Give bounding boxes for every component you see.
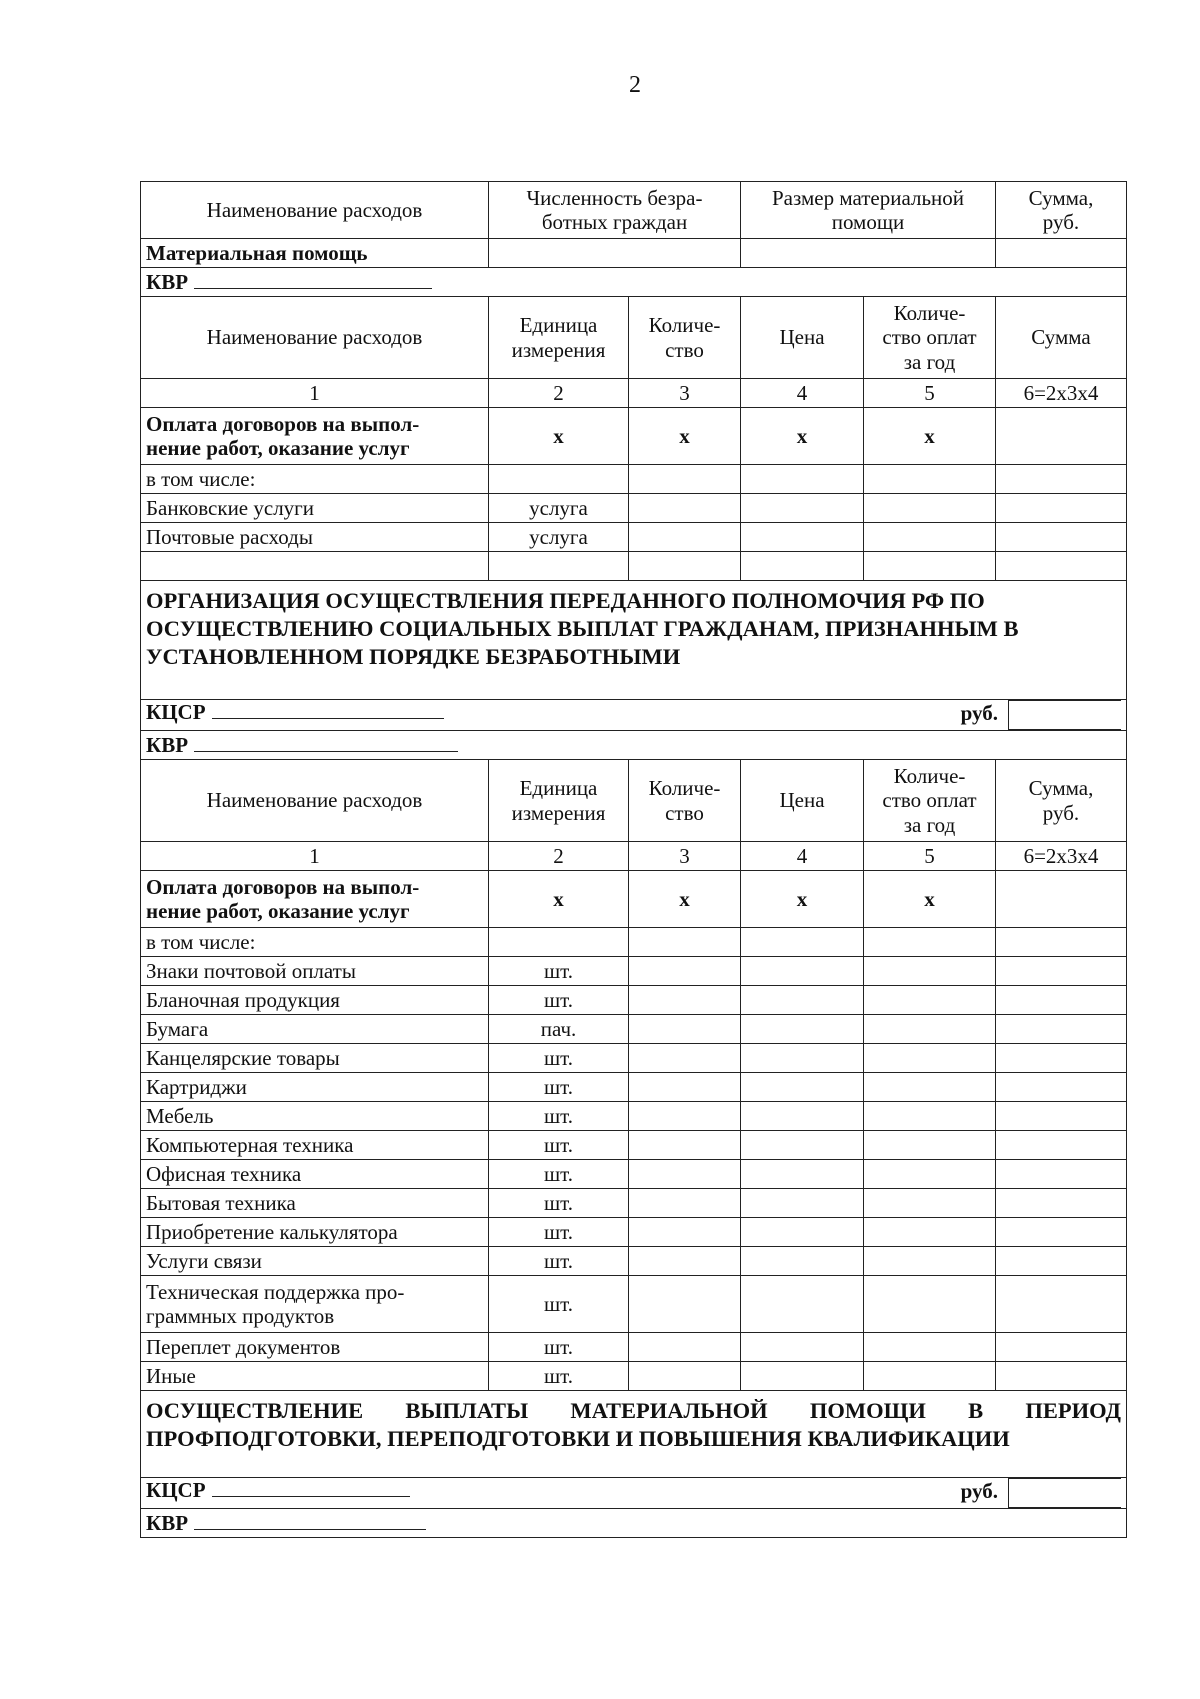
empty-cell[interactable] [629,957,741,986]
row-name: Переплет документов [141,1333,489,1362]
col-number: 3 [629,379,741,408]
col-number: 2 [489,379,629,408]
block2-header-qty: Количе- ство [629,297,741,379]
row-unit: шт. [489,1333,629,1362]
block3-header-unit: Единица измерения [489,760,629,842]
empty-cell[interactable] [864,1160,996,1189]
empty-cell[interactable] [741,1333,864,1362]
empty-cell[interactable] [864,1247,996,1276]
row-name: Приобретение калькулятора [141,1218,489,1247]
empty-cell[interactable] [629,1276,741,1333]
block3-including-row [141,928,1127,957]
section2-kcsr-row [141,700,1127,731]
empty-cell[interactable] [996,1131,1127,1160]
block3-header-row [141,760,1127,842]
table-row [141,1362,1127,1391]
table-row [141,1073,1127,1102]
empty-cell[interactable] [864,1218,996,1247]
table-row [141,986,1127,1015]
table-row [141,1131,1127,1160]
block2-header-price: Цена [741,297,864,379]
kvr-field-1[interactable]: КВР [141,268,1127,297]
empty-cell[interactable] [741,1247,864,1276]
row-name: Бумага [141,1015,489,1044]
empty-cell[interactable] [864,1015,996,1044]
header-sum-rub: Сумма, руб. [996,182,1127,239]
empty-cell[interactable] [629,1160,741,1189]
empty-cell[interactable] [741,465,864,494]
rub-label: руб. [960,700,998,725]
row-unit: услуга [489,494,629,523]
x-mark: x [741,871,864,928]
block3-contracts-row [141,871,1127,928]
empty-cell[interactable] [741,928,864,957]
block3-header-name: Наименование расходов [141,760,489,842]
empty-cell[interactable] [741,1073,864,1102]
row-name: Почтовые расходы [141,523,489,552]
block1-header-row [141,182,1127,239]
row-name: Знаки почтовой оплаты [141,957,489,986]
empty-cell[interactable] [864,957,996,986]
row-name: Услуги связи [141,1247,489,1276]
empty-cell[interactable] [741,1189,864,1218]
section3-title-row [141,1391,1127,1478]
empty-cell[interactable] [864,494,996,523]
block2-header-payments: Количе- ство оплат за год [864,297,996,379]
col-number: 5 [864,842,996,871]
empty-cell[interactable] [629,1362,741,1391]
empty-cell[interactable] [996,1015,1127,1044]
x-mark: x [629,408,741,465]
row-name: Мебель [141,1102,489,1131]
block3-contracts-label: Оплата договоров на выпол- нение работ, оказание услуг [141,871,489,928]
material-help-label: Материальная помощь [141,239,489,268]
empty-cell[interactable] [996,957,1127,986]
block3-header-payments: Количе- ство оплат за год [864,760,996,842]
empty-cell[interactable] [629,986,741,1015]
block3-header-qty: Количе- ство [629,760,741,842]
col-number: 3 [629,842,741,871]
empty-cell[interactable] [864,986,996,1015]
empty-cell[interactable] [741,523,864,552]
table-row [141,523,1127,552]
empty-cell[interactable] [996,1276,1127,1333]
empty-cell[interactable] [864,1276,996,1333]
empty-cell[interactable] [629,1218,741,1247]
empty-cell[interactable] [741,1276,864,1333]
block2-header-row [141,297,1127,379]
row-unit: шт. [489,986,629,1015]
material-help-count-cell[interactable] [489,239,741,268]
empty-cell[interactable] [741,1218,864,1247]
col-number: 4 [741,379,864,408]
empty-cell[interactable] [741,1044,864,1073]
empty-cell[interactable] [996,1160,1127,1189]
row-unit: шт. [489,1131,629,1160]
empty-cell[interactable] [996,1247,1127,1276]
block2-contracts-row [141,408,1127,465]
empty-cell[interactable] [996,523,1127,552]
col-number: 5 [864,379,996,408]
section3-kcsr-row [141,1478,1127,1509]
empty-cell[interactable] [864,552,996,581]
empty-cell[interactable] [489,552,629,581]
empty-cell[interactable] [996,552,1127,581]
empty-cell[interactable] [629,552,741,581]
table-row [141,1189,1127,1218]
empty-cell[interactable] [741,1160,864,1189]
empty-cell[interactable] [629,494,741,523]
section2-title: ОРГАНИЗАЦИЯ ОСУЩЕСТВЛЕНИЯ ПЕРЕДАННОГО ПОЛНОМОЧИЯ РФ ПО ОСУЩЕСТВЛЕНИЮ СОЦИАЛЬНЫХ ВЫПЛАТ ГРАЖДАНАМ, ПРИЗНАННЫМ В УСТАНОВЛЕННОМ ПОРЯДКЕ БЕЗРАБОТНЫМИ [141,581,1127,700]
empty-cell[interactable] [629,1015,741,1044]
x-mark: x [489,871,629,928]
row-name: Компьютерная техника [141,1131,489,1160]
block2-contracts-label: Оплата договоров на выпол- нение работ, оказание услуг [141,408,489,465]
row-unit: шт. [489,1044,629,1073]
row-name: Бланочная продукция [141,986,489,1015]
row-name: Иные [141,1362,489,1391]
block2-col-numbers-row [141,379,1127,408]
rub-amount-box[interactable] [1008,1478,1121,1508]
empty-cell[interactable] [629,1073,741,1102]
empty-cell[interactable] [741,1131,864,1160]
row-unit: шт. [489,1102,629,1131]
row-unit: шт. [489,1160,629,1189]
block2-contracts-sum-cell[interactable] [996,408,1127,465]
empty-cell[interactable] [996,1218,1127,1247]
x-mark: x [629,871,741,928]
col-number: 4 [741,842,864,871]
row-unit: шт. [489,1073,629,1102]
row-name: Канцелярские товары [141,1044,489,1073]
block3-col-numbers-row [141,842,1127,871]
empty-cell[interactable] [629,1189,741,1218]
rub-label: руб. [960,1478,998,1503]
row-name: Бытовая техника [141,1189,489,1218]
block3-including-label: в том числе: [141,928,489,957]
table-row-empty [141,552,1127,581]
empty-cell[interactable] [629,1102,741,1131]
x-mark: x [741,408,864,465]
col-number: 1 [141,842,489,871]
empty-cell[interactable] [629,928,741,957]
empty-cell[interactable] [996,928,1127,957]
empty-cell[interactable] [864,1044,996,1073]
section3-kcsr-field[interactable]: КЦСР руб. [141,1478,1127,1509]
x-mark: x [489,408,629,465]
expenses-form-table [140,181,1127,1538]
row-name: Техническая поддержка про- граммных продуктов [141,1276,489,1333]
table-row [141,1160,1127,1189]
block3-contracts-sum-cell[interactable] [996,871,1127,928]
empty-cell[interactable] [141,552,489,581]
block2-header-unit: Единица измерения [489,297,629,379]
col-number: 2 [489,842,629,871]
empty-cell[interactable] [864,1333,996,1362]
empty-cell[interactable] [741,1362,864,1391]
table-row [141,1015,1127,1044]
x-mark: x [864,871,996,928]
row-name: Банковские услуги [141,494,489,523]
empty-cell[interactable] [996,986,1127,1015]
block2-header-sum: Сумма [996,297,1127,379]
empty-cell[interactable] [996,1102,1127,1131]
empty-cell[interactable] [864,523,996,552]
empty-cell[interactable] [864,1073,996,1102]
row-unit: шт. [489,957,629,986]
empty-cell[interactable] [996,494,1127,523]
empty-cell[interactable] [864,1189,996,1218]
row-unit: шт. [489,1362,629,1391]
empty-cell[interactable] [996,1333,1127,1362]
header-name: Наименование расходов [141,182,489,239]
empty-cell[interactable] [996,465,1127,494]
row-unit: шт. [489,1189,629,1218]
section2-kvr-row [141,731,1127,760]
col-number: 6=2x3x4 [996,842,1127,871]
block2-including-label: в том числе: [141,465,489,494]
table-row [141,1276,1127,1333]
row-name: Офисная техника [141,1160,489,1189]
section2-title-row [141,581,1127,700]
table-row [141,1044,1127,1073]
material-help-sum-cell[interactable] [996,239,1127,268]
empty-cell[interactable] [996,1073,1127,1102]
empty-cell[interactable] [741,494,864,523]
empty-cell[interactable] [741,1102,864,1131]
block3-header-price: Цена [741,760,864,842]
col-number: 1 [141,379,489,408]
block3-header-sum: Сумма, руб. [996,760,1127,842]
section2-kvr-field[interactable]: КВР [141,731,1127,760]
section3-kvr-row [141,1509,1127,1538]
block2-header-name: Наименование расходов [141,297,489,379]
empty-cell[interactable] [741,1015,864,1044]
header-unemployed-count: Численность безра- ботных граждан [489,182,741,239]
empty-cell[interactable] [741,986,864,1015]
empty-cell[interactable] [864,928,996,957]
empty-cell[interactable] [629,1131,741,1160]
table-row [141,1333,1127,1362]
empty-cell[interactable] [489,928,629,957]
table-row [141,494,1127,523]
empty-cell[interactable] [996,1044,1127,1073]
kvr-row-1 [141,268,1127,297]
empty-cell[interactable] [629,523,741,552]
section3-title: ОСУЩЕСТВЛЕНИЕ ВЫПЛАТЫ МАТЕРИАЛЬНОЙ ПОМОЩИ В ПЕРИОД ПРОФПОДГОТОВКИ, ПЕРЕПОДГОТОВКИ И ПОВЫШЕНИЯ КВАЛИФИКАЦИИ [141,1391,1127,1478]
col-number: 6=2x3x4 [996,379,1127,408]
empty-cell[interactable] [996,1362,1127,1391]
empty-cell[interactable] [996,1189,1127,1218]
header-help-size: Размер материальной помощи [741,182,996,239]
row-unit: шт. [489,1218,629,1247]
block3-item-rows [141,957,1127,1391]
empty-cell[interactable] [629,1044,741,1073]
rub-amount-box[interactable] [1008,700,1121,730]
section3-kvr-field[interactable]: КВР [141,1509,1127,1538]
empty-cell[interactable] [864,465,996,494]
material-help-size-cell[interactable] [741,239,996,268]
empty-cell[interactable] [629,1333,741,1362]
row-name: Картриджи [141,1073,489,1102]
empty-cell[interactable] [864,1131,996,1160]
table-row [141,957,1127,986]
empty-cell[interactable] [629,465,741,494]
table-row [141,1247,1127,1276]
empty-cell[interactable] [741,957,864,986]
block2-including-row [141,465,1127,494]
section2-kcsr-field[interactable]: КЦСР руб. [141,700,1127,731]
page-number: 2 [629,72,641,98]
empty-cell[interactable] [864,1362,996,1391]
table-row [141,1102,1127,1131]
x-mark: x [864,408,996,465]
empty-cell[interactable] [629,1247,741,1276]
material-help-row [141,239,1127,268]
row-unit: шт. [489,1247,629,1276]
empty-cell[interactable] [741,552,864,581]
empty-cell[interactable] [489,465,629,494]
table-row [141,1218,1127,1247]
row-unit: пач. [489,1015,629,1044]
empty-cell[interactable] [864,1102,996,1131]
row-unit: шт. [489,1276,629,1333]
row-unit: услуга [489,523,629,552]
